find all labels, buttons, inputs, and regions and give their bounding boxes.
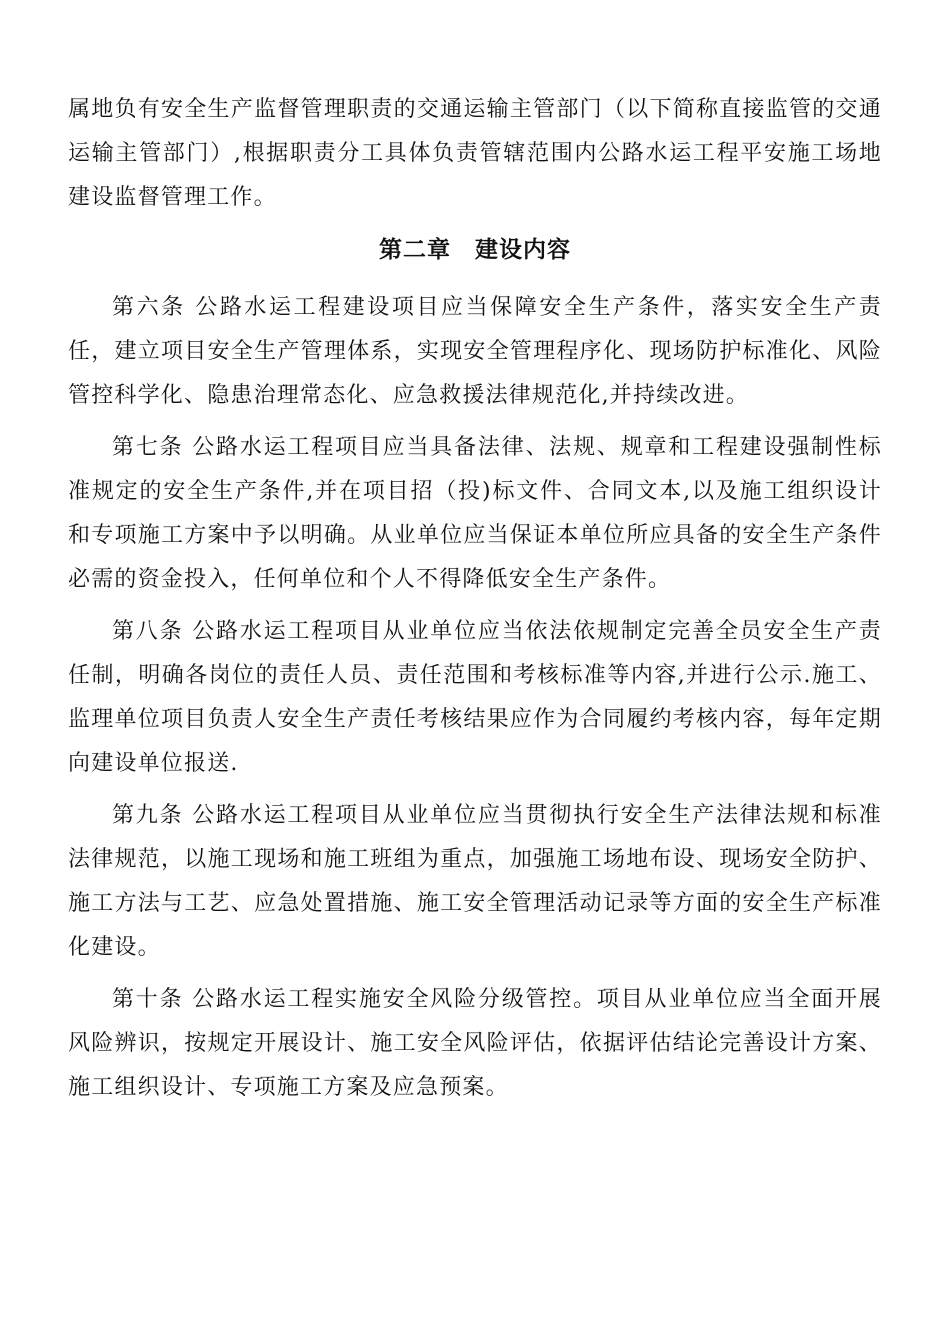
continued-paragraph: 属地负有安全生产监督管理职责的交通运输主管部门（以下简称直接监管的交通运输主管部门）,根据职责分工具体负责管辖范围内公路水运工程平安施工场地建设监督管理工作。	[68, 97, 882, 210]
article-9: 第九条 公路水运工程项目从业单位应当贯彻执行安全生产法律法规和标准法律规范，以施工现场和施工班组为重点，加强施工场地布设、现场安全防护、施工方法与工艺、应急处置措施、施工安全管理活动记录等方面的安全生产标准化建设。	[68, 803, 882, 960]
article-10: 第十条 公路水运工程实施安全风险分级管控。项目从业单位应当全面开展风险辨识，按规定开展设计、施工安全风险评估，依据评估结论完善设计方案、施工组织设计、专项施工方案及应急预案。	[68, 987, 882, 1100]
article-7: 第七条 公路水运工程项目应当具备法律、法规、规章和工程建设强制性标准规定的安全生产条件,并在项目招（投)标文件、合同文本,以及施工组织设计和专项施工方案中予以明确。从业单位应当保证本单位所应具备的安全生产条件必需的资金投入，任何单位和个人不得降低安全生产条件。	[68, 435, 882, 592]
document-page	[68, 88, 882, 1118]
article-6: 第六条 公路水运工程建设项目应当保障安全生产条件，落实安全生产责任，建立项目安全生产管理体系，实现安全管理程序化、现场防护标准化、风险管控科学化、隐患治理常态化、应急救援法律规范化,并持续改进。	[68, 295, 882, 408]
article-8: 第八条 公路水运工程项目从业单位应当依法依规制定完善全员安全生产责任制，明确各岗位的责任人员、责任范围和考核标准等内容,并进行公示.施工、监理单位项目负责人安全生产责任考核结果应作为合同履约考核内容，每年定期向建设单位报送.	[68, 619, 882, 776]
chapter-title: 第二章 建设内容	[379, 237, 571, 263]
